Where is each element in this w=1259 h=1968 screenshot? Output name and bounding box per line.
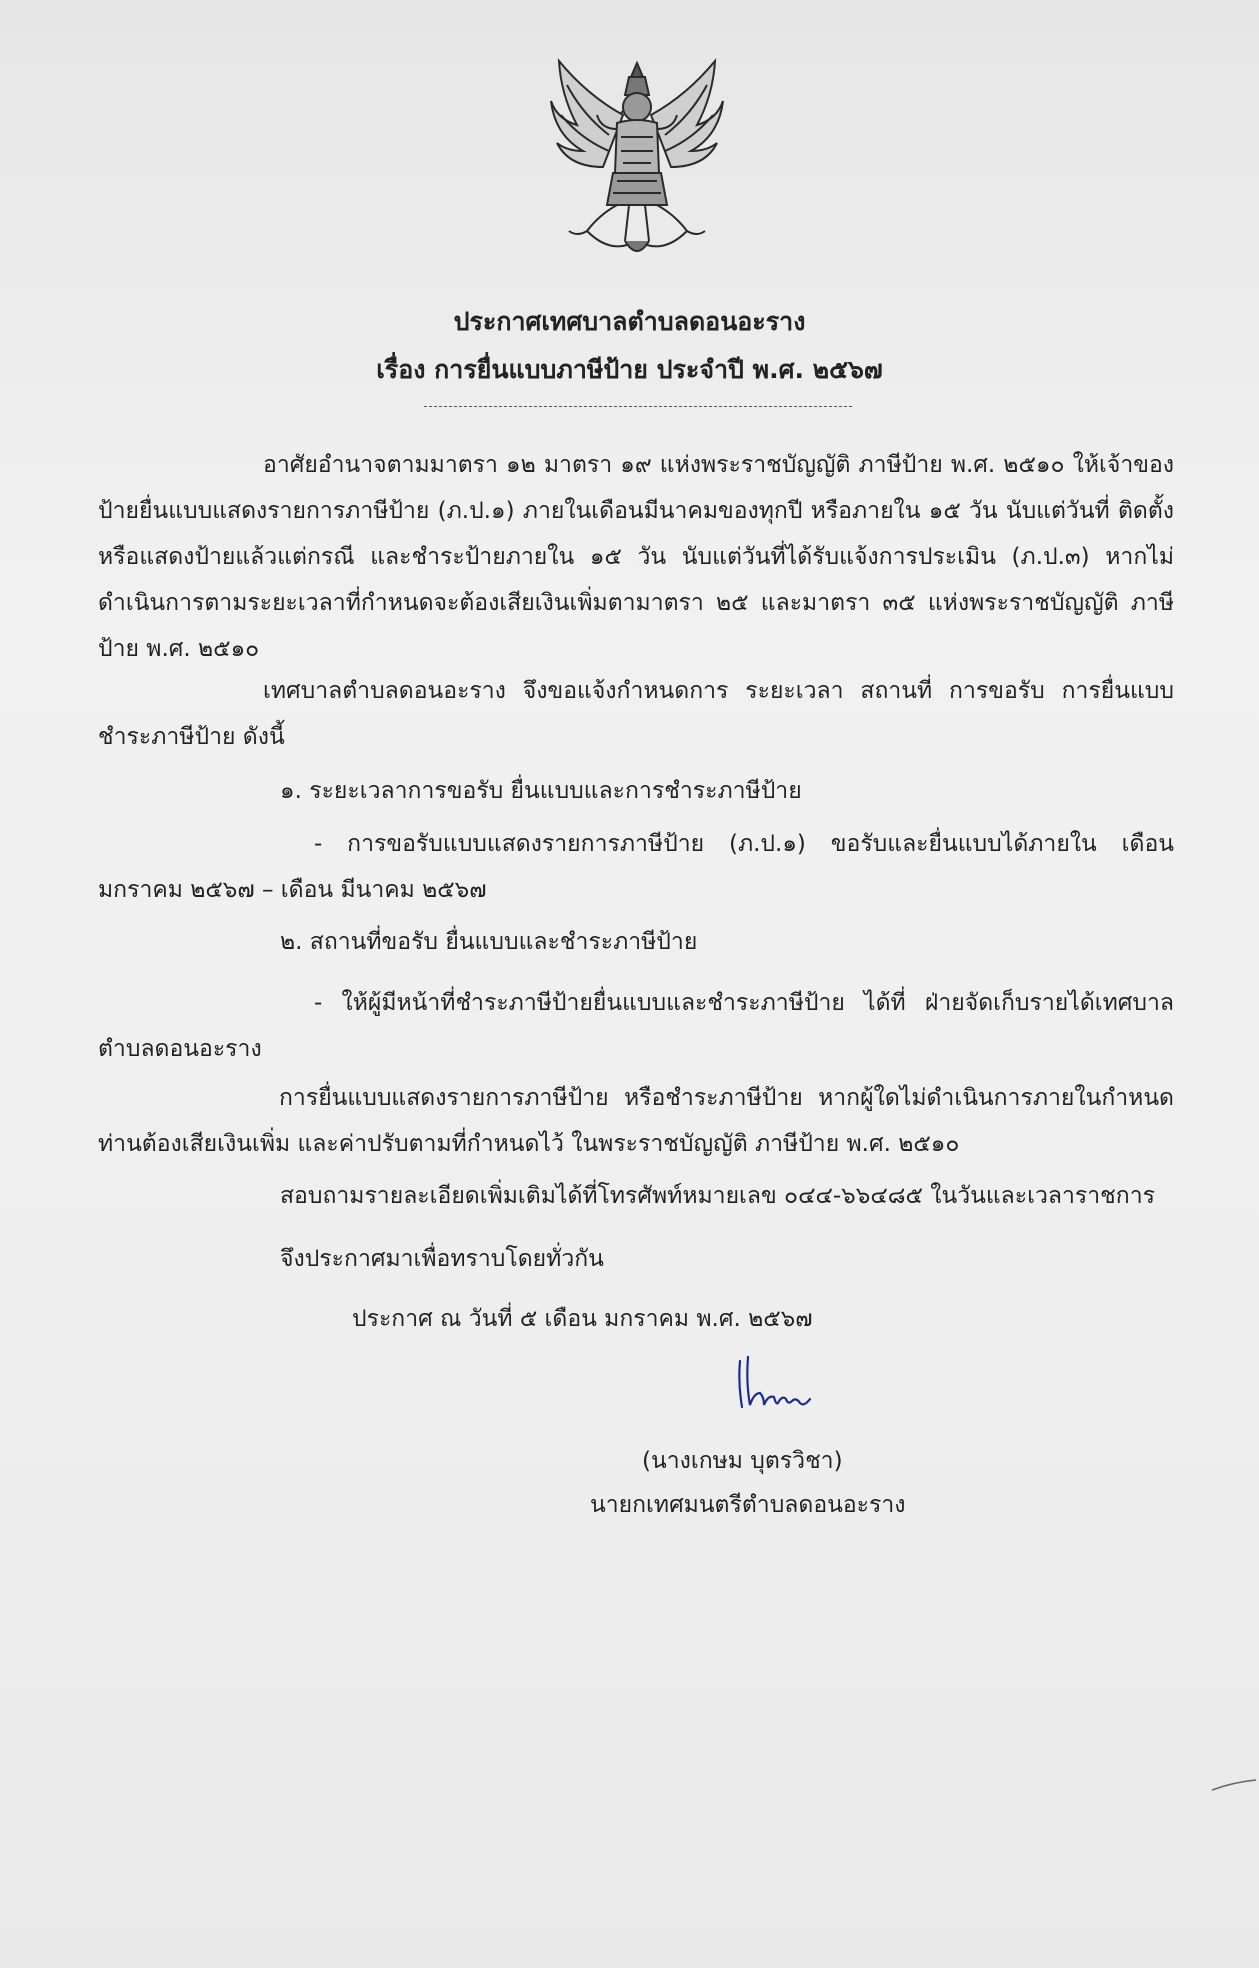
paper-scuff-mark	[1210, 1778, 1258, 1792]
announcement-title: ประกาศเทศบาลตำบลดอนอะราง	[453, 307, 806, 336]
contact-line: สอบถามรายละเอียดเพิ่มเติมได้ที่โทรศัพท์หมายเลข ๐๔๔-๖๖๔๘๕ ในวันและเวลาราชการ	[280, 1183, 1155, 1209]
item-1-detail-text: - การขอรับแบบแสดงรายการภาษีป้าย (ภ.ป.๑) ขอรับและยื่นแบบได้ภายใน เดือน มกราคม ๒๕๖๗ – เดือน มีนาคม ๒๕๖๗	[98, 831, 1174, 903]
item-2-detail-text: - ให้ผู้มีหน้าที่ชำระภาษีป้ายยื่นแบบและชำระภาษีป้าย ได้ที่ ฝ่ายจัดเก็บรายได้เทศบาล ตำบลดอนอะราง	[98, 990, 1174, 1062]
schedule-intro-paragraph	[98, 668, 1174, 760]
title-divider	[424, 406, 852, 407]
schedule-intro-text: เทศบาลตำบลดอนอะราง จึงขอแจ้งกำหนดการ ระยะเวลา สถานที่ การขอรับ การยื่นแบบ ชำระภาษีป้าย ดังนี้	[98, 678, 1174, 750]
garuda-emblem-icon	[547, 55, 727, 265]
legal-basis-text: อาศัยอำนาจตามมาตรา ๑๒ มาตรา ๑๙ แห่งพระราชบัญญัติ ภาษีป้าย พ.ศ. ๒๕๑๐ ให้เจ้าของป้ายยื่นแบบแสดงรายการภาษีป้าย (ภ.ป.๑) ภายในเดือนมีนาคมของทุกปี หรือภายใน ๑๕ วัน นับแต่วันที่ ติดตั้งหรือแสดงป้ายแล้วแต่กรณี และชำระป้ายภายใน ๑๕ วัน นับแต่วันที่ได้รับแจ้งการประเมิน (ภ.ป.๓) หากไม่ดำเนินการตามระยะเวลาที่กำหนดจะต้องเสียเงินเพิ่มตามาตรา ๒๕ และมาตรา ๓๕ แห่งพระราชบัญญัติ ภาษีป้าย พ.ศ. ๒๕๑๐	[98, 452, 1174, 662]
announcement-subject: เรื่อง การยื่นแบบภาษีป้าย ประจำปี พ.ศ. ๒๕๖๗	[376, 355, 883, 384]
signer-name: (นางเกษม บุตรวิชา)	[642, 1448, 843, 1474]
penalty-text: การยื่นแบบแสดงรายการภาษีป้าย หรือชำระภาษีป้าย หากผู้ใดไม่ดำเนินการภายในกำหนด ท่านต้องเสียเงินเพิ่ม และค่าปรับตามที่กำหนดไว้ ในพระราชบัญญัติ ภาษีป้าย พ.ศ. ๒๕๑๐	[98, 1085, 1174, 1157]
item-2-detail	[98, 980, 1174, 1072]
item-1-heading: ๑. ระยะเวลาการขอรับ ยื่นแบบและการชำระภาษีป้าย	[280, 778, 802, 804]
closing-line: จึงประกาศมาเพื่อทราบโดยทั่วกัน	[280, 1246, 604, 1272]
signer-title: นายกเทศมนตรีตำบลดอนอะราง	[590, 1492, 906, 1518]
legal-basis-paragraph	[98, 442, 1174, 672]
item-1-detail	[98, 821, 1174, 913]
item-2-heading: ๒. สถานที่ขอรับ ยื่นแบบและชำระภาษีป้าย	[280, 929, 698, 955]
handwritten-signature	[734, 1353, 814, 1413]
announcement-date: ประกาศ ณ วันที่ ๕ เดือน มกราคม พ.ศ. ๒๕๖๗	[352, 1306, 813, 1332]
penalty-paragraph	[98, 1075, 1174, 1167]
